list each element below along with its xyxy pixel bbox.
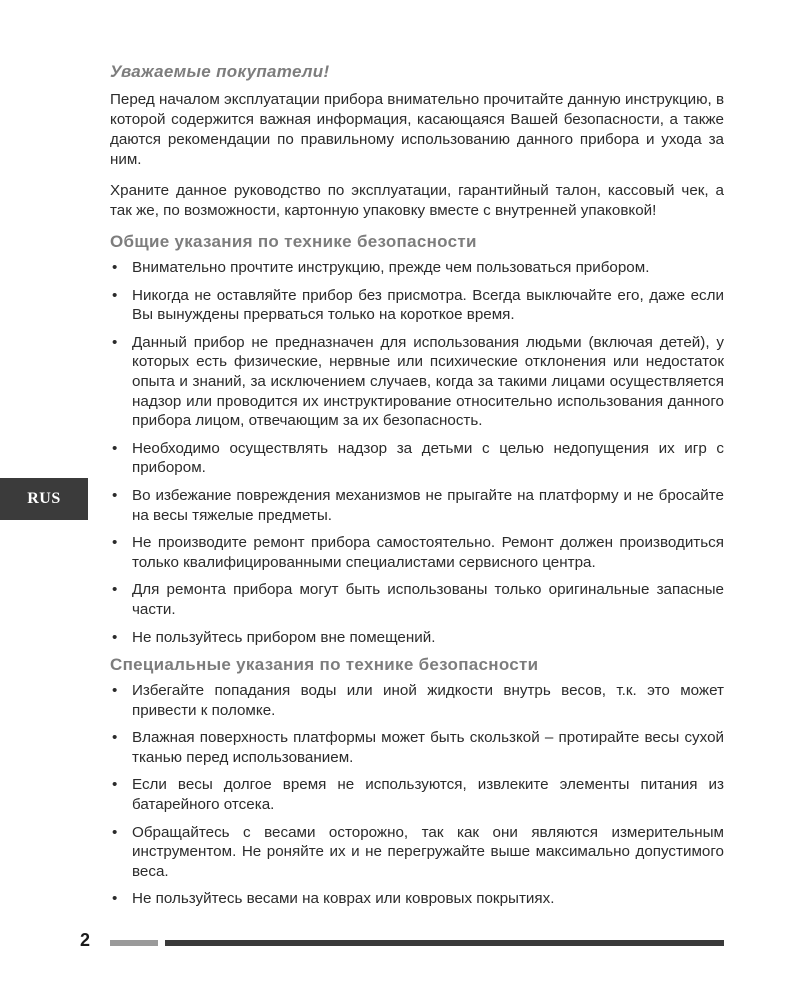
page-number: 2 xyxy=(80,930,91,950)
list-item: • Избегайте попадания воды или иной жидкости внутрь весов, т.к. это может привести к поломке. xyxy=(110,681,724,720)
list-item: • Внимательно прочтите инструкцию, прежде чем пользоваться прибором. xyxy=(110,258,724,278)
language-tab: RUS xyxy=(0,478,88,520)
section-heading-special-safety: Специальные указания по технике безопасности xyxy=(110,655,539,675)
list-item: • Во избежание повреждения механизмов не прыгайте на платформу и не бросайте на весы тяжелые предметы. xyxy=(110,486,724,525)
footer-bar-long xyxy=(165,940,724,946)
list-item: • Никогда не оставляйте прибор без присмотра. Всегда выключайте его, даже если Вы вынуждены прерваться только на короткое время. xyxy=(110,286,724,325)
list-item: • Для ремонта прибора могут быть использованы только оригинальные запасные части. xyxy=(110,580,724,619)
general-safety-list xyxy=(110,258,724,647)
list-item: • Влажная поверхность платформы может быть скользкой – протирайте весы сухой тканью перед использованием. xyxy=(110,728,724,767)
list-item: • Данный прибор не предназначен для использования людьми (включая детей), у которых есть физические, нервные или психические отклонения или недостаток опыта и знаний, за исключением случаев, когда за такими лицами осуществляется надзор или проводится их инструктирование относительно использования данного прибора лицом, отвечающим за их безопасность. xyxy=(110,333,724,431)
list-item: • Не производите ремонт прибора самостоятельно. Ремонт должен производиться только квалифицированными специалистами сервисного центра. xyxy=(110,533,724,572)
list-item: • Необходимо осуществлять надзор за детьми с целью недопущения их игр с прибором. xyxy=(110,439,724,478)
footer-bar-short xyxy=(110,940,158,946)
special-safety-list xyxy=(110,681,724,909)
intro-paragraph: Перед началом эксплуатации прибора внимательно прочитайте данную инструкцию, в которой содержится важная информация, касающаяся Вашей безопасности, а также даются рекомендации по правильному использованию данного прибора и ухода за ним. xyxy=(110,91,725,168)
intro-paragraph: Храните данное руководство по эксплуатации, гарантийный талон, кассовый чек, а так же, по возможности, картонную упаковку вместе с внутренней упаковкой! xyxy=(110,182,724,219)
list-item: • Если весы долгое время не используются, извлеките элементы питания из батарейного отсека. xyxy=(110,775,724,814)
list-item: • Не пользуйтесь прибором вне помещений. xyxy=(110,628,724,648)
section-heading-general-safety: Общие указания по технике безопасности xyxy=(110,232,477,251)
list-item: • Обращайтесь с весами осторожно, так как они являются измерительным инструментом. Не роняйте их и не перегружайте выше максимально допустимого веса. xyxy=(110,823,724,882)
instruction-page xyxy=(110,62,724,917)
list-item: • Не пользуйтесь весами на коврах или ковровых покрытиях. xyxy=(110,889,724,909)
greeting-heading: Уважаемые покупатели! xyxy=(110,62,330,81)
